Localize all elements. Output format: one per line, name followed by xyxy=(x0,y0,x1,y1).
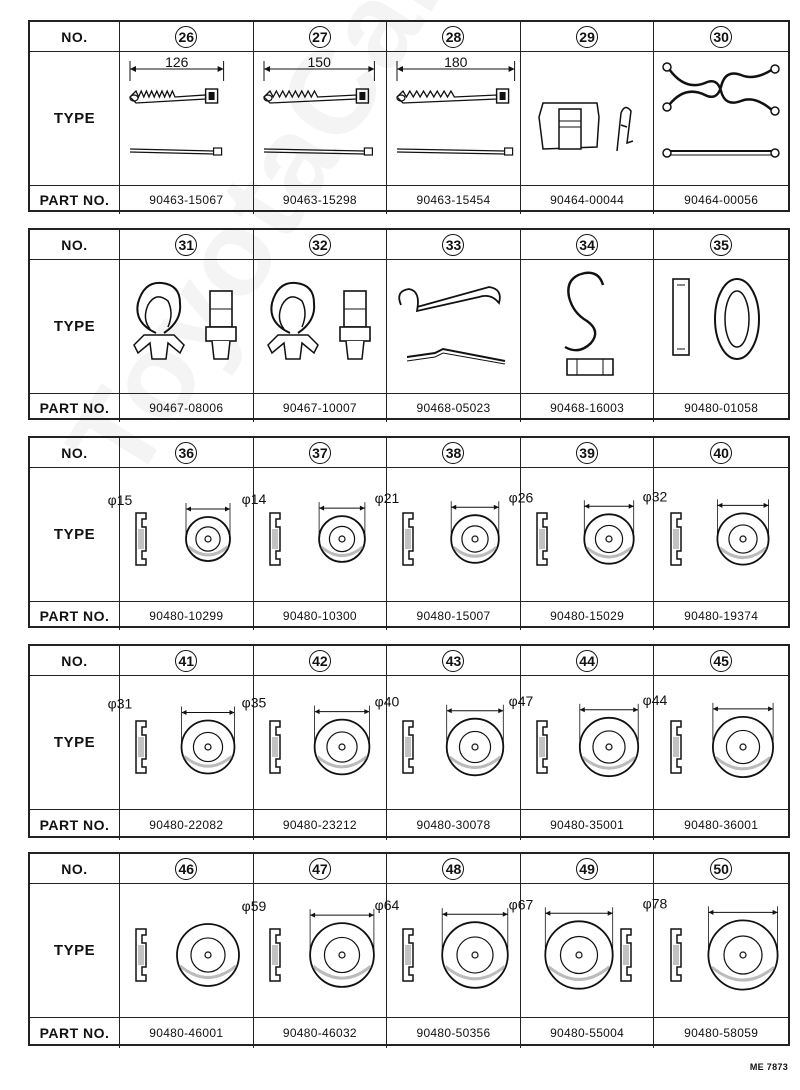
grommet-drawing xyxy=(671,499,769,565)
part-illustration-cell xyxy=(120,260,254,394)
item-number-cell xyxy=(387,230,521,260)
item-number-cell xyxy=(120,438,254,468)
part-illustration xyxy=(120,263,252,391)
part-no-header: PART NO. xyxy=(30,186,120,214)
parts-panel xyxy=(28,228,790,420)
part-illustration xyxy=(642,471,787,599)
part-number: 90468-05023 xyxy=(387,394,521,422)
part-number: 90480-01058 xyxy=(684,401,759,415)
dimension-label: 126 xyxy=(165,53,189,70)
part-illustration xyxy=(655,55,787,183)
part-number: 90480-46032 xyxy=(254,1018,388,1048)
cable-tie-drawing xyxy=(397,61,515,155)
part-illustration-cell xyxy=(107,468,254,602)
dimension-label: φ47 xyxy=(508,692,534,709)
parts-panel xyxy=(28,852,790,1046)
type-header: TYPE xyxy=(30,52,120,186)
part-illustration-cell xyxy=(254,52,388,186)
dimension-label: φ21 xyxy=(375,489,400,506)
part-number: 90480-15007 xyxy=(387,602,521,630)
part-illustration-cell xyxy=(375,468,521,602)
oval-grommet-drawing xyxy=(673,279,759,359)
part-number: 90463-15298 xyxy=(254,186,388,214)
item-number: 48 xyxy=(442,858,464,880)
dimension-label: φ14 xyxy=(241,490,267,507)
item-number-cell xyxy=(654,438,788,468)
type-header: TYPE xyxy=(30,260,120,394)
part-illustration xyxy=(508,887,653,1015)
item-number-cell xyxy=(387,854,521,884)
part-illustration-cell xyxy=(642,676,788,810)
part-number: 90480-19374 xyxy=(684,609,759,623)
item-number: 50 xyxy=(710,858,732,880)
part-number: 90480-55004 xyxy=(521,1018,655,1048)
part-illustration xyxy=(254,263,386,391)
dimension-label: φ32 xyxy=(642,487,668,504)
item-number-cell xyxy=(387,22,521,52)
part-illustration-cell xyxy=(654,52,788,186)
dimension-label: φ40 xyxy=(375,693,400,710)
part-illustration xyxy=(375,471,519,599)
item-number: 49 xyxy=(576,858,598,880)
type-header: TYPE xyxy=(30,884,120,1018)
grommet-drawing xyxy=(403,501,499,565)
part-illustration-cell xyxy=(120,52,254,186)
part-illustration-cell xyxy=(241,676,388,810)
part-no-header: PART NO. xyxy=(30,602,120,630)
item-number-cell xyxy=(254,646,388,676)
grommet-drawing xyxy=(403,704,503,775)
dimension-label: 180 xyxy=(444,53,468,70)
item-number-cell xyxy=(387,438,521,468)
harness-clamp-drawing xyxy=(268,282,370,358)
part-number: 90480-15029 xyxy=(521,602,655,630)
no-header: NO. xyxy=(30,854,120,884)
item-number-cell xyxy=(254,438,388,468)
part-illustration xyxy=(241,471,386,599)
type-header: TYPE xyxy=(30,676,120,810)
dimension-label: φ26 xyxy=(508,488,534,505)
grommet-drawing xyxy=(136,503,230,565)
part-number: 90467-08006 xyxy=(120,394,254,422)
no-header: NO. xyxy=(30,22,120,52)
part-illustration xyxy=(642,679,787,807)
part-illustration xyxy=(642,887,787,1015)
item-number: 38 xyxy=(442,442,464,464)
part-illustration-cell xyxy=(375,676,521,810)
item-number: 26 xyxy=(175,26,197,48)
part-number: 90480-10300 xyxy=(254,602,388,630)
dimension-label: φ44 xyxy=(642,691,668,708)
type-header: TYPE xyxy=(30,468,120,602)
item-number: 27 xyxy=(309,26,331,48)
grommet-drawing xyxy=(270,502,365,565)
item-number-cell xyxy=(254,22,388,52)
item-number: 39 xyxy=(576,442,598,464)
harness-clamp-drawing xyxy=(134,282,236,358)
parts-panel xyxy=(28,644,790,838)
part-no-header: PART NO. xyxy=(30,810,120,840)
parts-panel xyxy=(28,20,790,212)
part-illustration xyxy=(107,471,252,599)
item-number-cell xyxy=(120,646,254,676)
part-illustration xyxy=(254,55,386,183)
item-number: 31 xyxy=(175,234,197,256)
part-number: 90468-16003 xyxy=(521,394,655,422)
dimension-label: φ15 xyxy=(107,491,133,508)
item-number: 44 xyxy=(576,650,598,672)
item-number: 29 xyxy=(576,26,598,48)
s-hook-drawing xyxy=(565,272,613,374)
item-number: 37 xyxy=(309,442,331,464)
grommet-drawing xyxy=(270,909,374,987)
no-header: NO. xyxy=(30,438,120,468)
item-number: 32 xyxy=(309,234,331,256)
item-number-cell xyxy=(654,646,788,676)
item-number: 47 xyxy=(309,858,331,880)
part-illustration-cell xyxy=(521,260,655,394)
grommet-drawing xyxy=(537,703,638,775)
grommet-drawing xyxy=(270,705,369,774)
dimension-label: φ78 xyxy=(642,894,668,911)
item-number: 35 xyxy=(710,234,732,256)
part-illustration xyxy=(508,471,653,599)
part-number: 90464-00056 xyxy=(684,193,759,207)
figure-code: ME 7873 xyxy=(749,1062,788,1072)
part-illustration-cell xyxy=(642,884,788,1018)
part-illustration xyxy=(655,263,787,391)
item-number: 30 xyxy=(710,26,732,48)
dimension-label: φ59 xyxy=(241,897,267,914)
dimension-label: φ67 xyxy=(508,895,534,912)
item-number: 33 xyxy=(442,234,464,256)
dimension-label: 150 xyxy=(307,53,331,70)
cable-tie-drawing xyxy=(264,61,374,155)
item-number-cell xyxy=(521,230,655,260)
item-number: 46 xyxy=(175,858,197,880)
item-number: 43 xyxy=(442,650,464,672)
part-illustration-cell xyxy=(387,260,521,394)
part-illustration xyxy=(521,263,653,391)
part-illustration-cell xyxy=(654,260,788,394)
item-number-cell xyxy=(521,854,655,884)
part-number: 90480-50356 xyxy=(387,1018,521,1048)
item-number: 34 xyxy=(576,234,598,256)
part-illustration-cell xyxy=(120,884,254,1018)
grommet-drawing xyxy=(403,908,508,988)
part-number: 90467-10007 xyxy=(254,394,388,422)
item-number-cell xyxy=(120,854,254,884)
part-number: 90463-15454 xyxy=(387,186,521,214)
no-header: NO. xyxy=(30,230,120,260)
item-number-cell xyxy=(521,646,655,676)
part-illustration-cell xyxy=(241,884,388,1018)
spring-clip-drawing xyxy=(400,287,506,364)
item-number: 40 xyxy=(710,442,732,464)
item-number-cell xyxy=(254,230,388,260)
grommet-drawing xyxy=(136,706,235,773)
part-number: 90480-23212 xyxy=(254,810,388,840)
dimension-label: φ35 xyxy=(241,694,267,711)
part-number: 90480-22082 xyxy=(120,810,254,840)
item-number-cell xyxy=(521,22,655,52)
wire-clip-drawing xyxy=(663,63,779,157)
item-number-cell xyxy=(387,646,521,676)
part-illustration-cell xyxy=(508,884,655,1018)
cable-tie-drawing xyxy=(130,61,224,155)
grommet-drawing xyxy=(671,906,778,989)
part-illustration-cell xyxy=(254,260,388,394)
part-illustration xyxy=(120,887,252,1015)
item-number: 36 xyxy=(175,442,197,464)
part-illustration-cell xyxy=(508,468,655,602)
part-no-header: PART NO. xyxy=(30,1018,120,1048)
no-header: NO. xyxy=(30,646,120,676)
grommet-drawing xyxy=(671,702,773,776)
part-illustration xyxy=(508,679,653,807)
item-number: 41 xyxy=(175,650,197,672)
part-illustration-cell xyxy=(241,468,388,602)
part-illustration xyxy=(387,55,519,183)
part-illustration xyxy=(241,679,386,807)
parts-panel xyxy=(28,436,790,628)
part-illustration xyxy=(521,55,653,183)
item-number-cell xyxy=(654,854,788,884)
part-illustration xyxy=(387,263,519,391)
item-number: 45 xyxy=(710,650,732,672)
part-illustration xyxy=(120,55,252,183)
item-number-cell xyxy=(521,438,655,468)
part-number: 90480-58059 xyxy=(684,1026,759,1040)
part-number: 90463-15067 xyxy=(120,186,254,214)
part-number: 90480-30078 xyxy=(387,810,521,840)
item-number-cell xyxy=(654,22,788,52)
part-number: 90480-36001 xyxy=(684,818,759,832)
part-illustration xyxy=(107,679,252,807)
part-no-header: PART NO. xyxy=(30,394,120,422)
grommet-drawing xyxy=(537,500,634,565)
part-illustration xyxy=(375,887,519,1015)
item-number: 42 xyxy=(309,650,331,672)
part-illustration-cell xyxy=(107,676,254,810)
part-number: 90480-35001 xyxy=(521,810,655,840)
grommet-drawing xyxy=(545,907,631,988)
part-illustration-cell xyxy=(375,884,521,1018)
part-number: 90480-46001 xyxy=(120,1018,254,1048)
dimension-label: φ64 xyxy=(375,896,400,913)
item-number-cell xyxy=(120,230,254,260)
item-number-cell xyxy=(120,22,254,52)
part-illustration-cell xyxy=(508,676,655,810)
part-illustration xyxy=(241,887,386,1015)
part-number: 90464-00044 xyxy=(521,186,655,214)
item-number-cell xyxy=(254,854,388,884)
dimension-label: φ31 xyxy=(107,695,133,711)
part-number: 90480-10299 xyxy=(120,602,254,630)
part-illustration xyxy=(375,679,519,807)
part-illustration-cell xyxy=(521,52,655,186)
part-illustration-cell xyxy=(642,468,788,602)
item-number-cell xyxy=(654,230,788,260)
flat-clip-drawing xyxy=(539,103,633,151)
grommet-drawing xyxy=(136,924,239,986)
item-number: 28 xyxy=(442,26,464,48)
part-illustration-cell xyxy=(387,52,521,186)
